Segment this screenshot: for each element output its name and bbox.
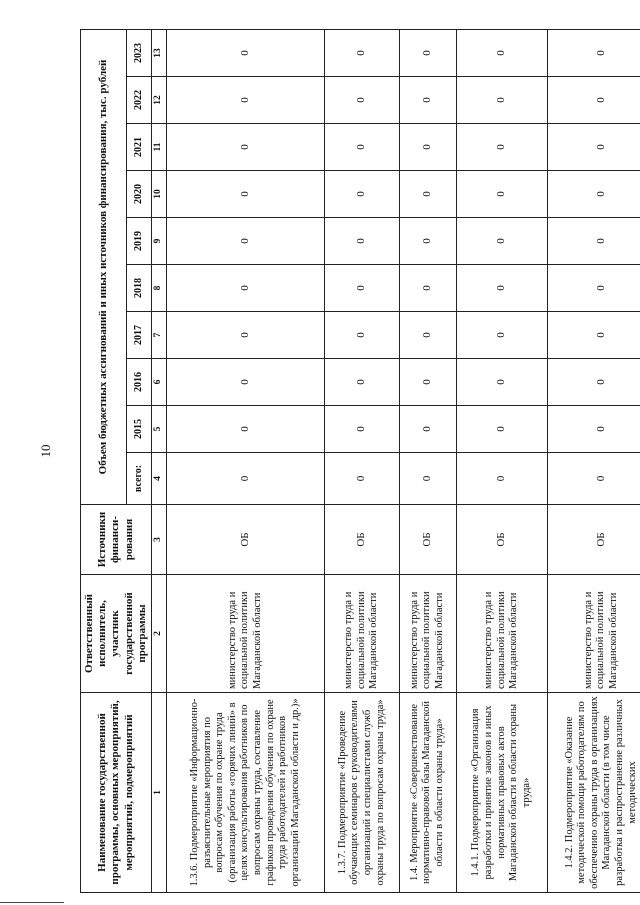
value-total: 0 bbox=[325, 453, 399, 505]
executor-cell: министерство труда и социальной политики Магаданской области bbox=[166, 575, 325, 693]
column-number: 11 bbox=[151, 124, 166, 171]
value-cell: 0 bbox=[547, 406, 640, 453]
funding-source-cell: ОБ bbox=[166, 505, 325, 575]
header-program-name: Наименование государственной программы, основных мероприятий, мероприятий, подмероприятий bbox=[81, 693, 152, 893]
header-year: 2022 bbox=[127, 77, 152, 124]
funding-table bbox=[80, 29, 640, 893]
page-number: 10 bbox=[38, 444, 53, 458]
column-number: 1 bbox=[151, 693, 166, 893]
value-cell: 0 bbox=[325, 171, 399, 218]
footer-rule bbox=[0, 902, 64, 903]
table-row bbox=[399, 30, 456, 893]
value-cell: 0 bbox=[547, 312, 640, 359]
header-year: 2023 bbox=[127, 30, 152, 77]
value-cell: 0 bbox=[166, 265, 325, 312]
value-cell: 0 bbox=[399, 30, 456, 77]
executor-cell: министерство труда и социальной политики Магаданской области bbox=[399, 575, 456, 693]
value-cell: 0 bbox=[325, 124, 399, 171]
value-cell: 0 bbox=[399, 312, 456, 359]
value-cell: 0 bbox=[399, 218, 456, 265]
table-row bbox=[166, 30, 325, 893]
table-row bbox=[547, 30, 640, 893]
value-cell: 0 bbox=[456, 124, 547, 171]
value-cell: 0 bbox=[547, 359, 640, 406]
table-row bbox=[456, 30, 547, 893]
value-cell: 0 bbox=[166, 77, 325, 124]
value-cell: 0 bbox=[325, 30, 399, 77]
column-number: 13 bbox=[151, 30, 166, 77]
value-cell: 0 bbox=[547, 265, 640, 312]
column-number: 8 bbox=[151, 265, 166, 312]
program-item-name: 1.4.2. Подмероприятие «Оказание методической помощи работодателям по обеспечению охраны труда в организациях Магаданской области (в том числе разработка и распространение различных методических bbox=[547, 693, 640, 893]
value-total: 0 bbox=[166, 453, 325, 505]
value-cell: 0 bbox=[325, 265, 399, 312]
table-row bbox=[325, 30, 399, 893]
column-number: 2 bbox=[151, 575, 166, 693]
header-year: 2015 bbox=[127, 406, 152, 453]
value-cell: 0 bbox=[166, 359, 325, 406]
value-cell: 0 bbox=[325, 77, 399, 124]
executor-cell: министерство труда и социальной политики Магаданской области bbox=[456, 575, 547, 693]
header-year: 2018 bbox=[127, 265, 152, 312]
column-number: 12 bbox=[151, 77, 166, 124]
value-cell: 0 bbox=[456, 30, 547, 77]
funding-source-cell: ОБ bbox=[399, 505, 456, 575]
program-item-name: 1.4. Мероприятие «Совершенствование нормативно-правовой базы Магаданской области в области охраны труда» bbox=[399, 693, 456, 893]
header-year: 2021 bbox=[127, 124, 152, 171]
value-cell: 0 bbox=[456, 312, 547, 359]
value-total: 0 bbox=[547, 453, 640, 505]
value-cell: 0 bbox=[456, 265, 547, 312]
value-cell: 0 bbox=[325, 218, 399, 265]
value-cell: 0 bbox=[399, 124, 456, 171]
funding-source-cell: ОБ bbox=[456, 505, 547, 575]
value-cell: 0 bbox=[166, 406, 325, 453]
executor-cell: министерство труда и социальной политики Магаданской области bbox=[547, 575, 640, 693]
header-year: 2017 bbox=[127, 312, 152, 359]
header-year: 2019 bbox=[127, 218, 152, 265]
funding-source-cell: ОБ bbox=[325, 505, 399, 575]
header-year: 2020 bbox=[127, 171, 152, 218]
column-number: 5 bbox=[151, 406, 166, 453]
value-cell: 0 bbox=[399, 171, 456, 218]
value-cell: 0 bbox=[456, 218, 547, 265]
value-cell: 0 bbox=[456, 406, 547, 453]
column-number: 10 bbox=[151, 171, 166, 218]
value-cell: 0 bbox=[399, 77, 456, 124]
column-number: 7 bbox=[151, 312, 166, 359]
value-cell: 0 bbox=[547, 171, 640, 218]
column-number: 4 bbox=[151, 453, 166, 505]
header-year: 2016 bbox=[127, 359, 152, 406]
column-number: 3 bbox=[151, 505, 166, 575]
value-cell: 0 bbox=[456, 77, 547, 124]
value-cell: 0 bbox=[325, 312, 399, 359]
value-cell: 0 bbox=[166, 171, 325, 218]
program-item-name: 1.3.7. Подмероприятие «Проведение обучающих семинаров с руководителями организаций и специалистами служб охраны труда по вопросам охраны труда» bbox=[325, 693, 399, 893]
value-cell: 0 bbox=[399, 265, 456, 312]
value-cell: 0 bbox=[547, 218, 640, 265]
column-number: 6 bbox=[151, 359, 166, 406]
value-cell: 0 bbox=[547, 124, 640, 171]
value-cell: 0 bbox=[325, 359, 399, 406]
value-cell: 0 bbox=[456, 359, 547, 406]
header-funding-volume: Объем бюджетных ассигнований и иных источников финансирования, тыс. рублей bbox=[81, 30, 127, 505]
header-total: всего: bbox=[127, 453, 152, 505]
value-total: 0 bbox=[399, 453, 456, 505]
value-total: 0 bbox=[456, 453, 547, 505]
value-cell: 0 bbox=[166, 218, 325, 265]
executor-cell: министерство труда и социальной политики Магаданской области bbox=[325, 575, 399, 693]
value-cell: 0 bbox=[166, 124, 325, 171]
value-cell: 0 bbox=[399, 406, 456, 453]
value-cell: 0 bbox=[325, 406, 399, 453]
value-cell: 0 bbox=[547, 30, 640, 77]
header-executor: Ответственный исполнитель, участник государственной программы bbox=[81, 575, 152, 693]
document-table-area bbox=[80, 29, 640, 893]
column-number: 9 bbox=[151, 218, 166, 265]
funding-source-cell: ОБ bbox=[547, 505, 640, 575]
program-item-name: 1.4.1. Подмероприятие «Организация разработки и принятие законов и иных нормативных правовых актов Магаданской области в области охраны труда» bbox=[456, 693, 547, 893]
value-cell: 0 bbox=[399, 359, 456, 406]
value-cell: 0 bbox=[547, 77, 640, 124]
header-funding-source: Источники финанси-рования bbox=[81, 505, 152, 575]
value-cell: 0 bbox=[456, 171, 547, 218]
value-cell: 0 bbox=[166, 30, 325, 77]
value-cell: 0 bbox=[166, 312, 325, 359]
program-item-name: 1.3.6. Подмероприятие «Информационно-разъяснительные мероприятия по вопросам обучения по охране труда (организация работы «горячих линий» в целях консультирования работников по вопросам охраны труда, составление графиков проведения обучения по охране труда работодателей и работников организаций Магаданской области и др.)» bbox=[166, 693, 325, 893]
